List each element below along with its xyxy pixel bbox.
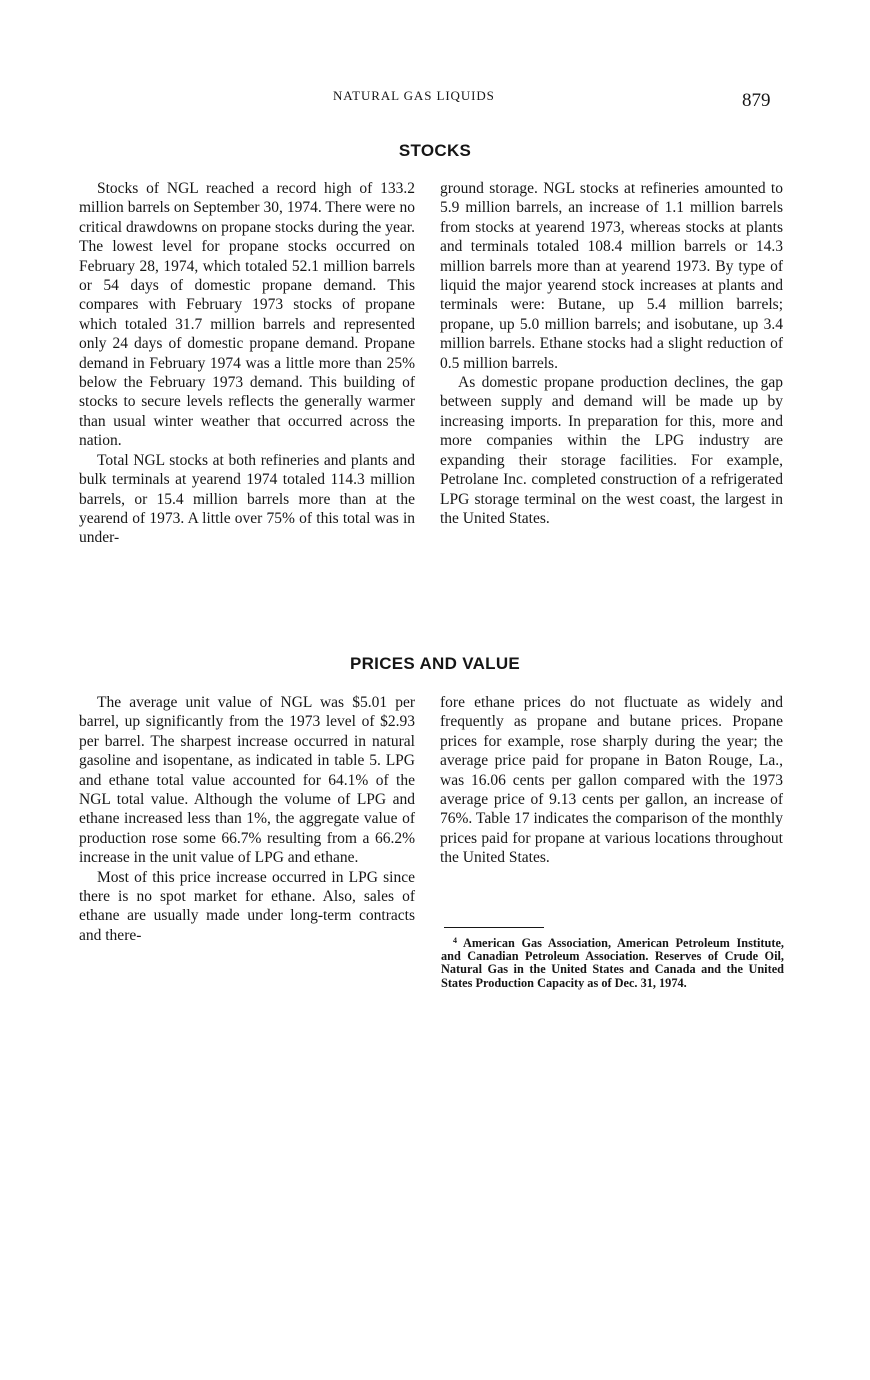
paragraph: As domestic propane production declines, the gap between supply and demand will be made up by increasing imports. In preparation for this, more and more companies within the LPG industry are expanding their storage facilities. For example, Petrolane Inc. completed construction of a refrigerated LPG storage terminal on the west coast, the largest in the United States. <box>440 374 783 527</box>
stocks-right-column <box>440 179 783 528</box>
footnote-text: American Gas Association, American Petroleum Institute, and Canadian Petroleum Association. Reserves of Crude Oil, Natural Gas in the United States and Canada and the United States Production Capacity as of Dec. 31, 1974. <box>441 936 784 990</box>
paragraph: Most of this price increase occurred in LPG since there is no spot market for ethane. Also, sales of ethane are usually made under long-term contracts and there- <box>79 868 415 944</box>
paragraph: Total NGL stocks at both refineries and plants and bulk terminals at yearend 1974 totaled 114.3 million barrels, or 15.4 million barrels more than at the yearend of 1973. A little over 75% of this total was in under- <box>79 451 415 547</box>
running-head: NATURAL GAS LIQUIDS <box>333 88 495 103</box>
paragraph: The average unit value of NGL was $5.01 per barrel, up significantly from the 1973 level of $2.93 per barrel. The sharpest increase occurred in natural gasoline and isopentane, as indicated in table 5. LPG and ethane total value accounted for 64.1% of the NGL total value. Although the volume of LPG and ethane increased less than 1%, the aggregate value of production rose some 66.7% resulting from a 66.2% increase in the unit value of LPG and ethane. <box>79 694 415 867</box>
prices-left-column <box>79 693 415 945</box>
paragraph: Stocks of NGL reached a record high of 133.2 million barrels on September 30, 1974. There were no critical drawdowns on propane stocks during the year. The lowest level for propane stocks occurred on February 28, 1974, which totaled 52.1 million barrels or 54 days of domestic propane demand. This compares with February 1973 stocks of propane which totaled 31.7 million barrels and represented only 24 days of domestic propane demand. Propane demand in February 1974 was a little more than 25% below the February 1973 demand. This building of stocks to secure levels reflects the generally warmer than usual winter weather that occurred across the nation. <box>79 180 415 450</box>
paragraph: fore ethane prices do not fluctuate as widely and frequently as propane and butane prices. Propane prices for example, rose sharply during the year; the average price paid for propane in Baton Rouge, La., was 16.06 cents per gallon compared with the 1973 average price of 9.13 cents per gallon, an increase of 76%. Table 17 indicates the comparison of the monthly prices paid for propane at various locations throughout the United States. <box>440 694 783 867</box>
footnote <box>441 934 784 990</box>
footnote-marker: 4 <box>453 936 457 945</box>
section-title-prices-and-value: PRICES AND VALUE <box>349 654 521 673</box>
prices-right-column <box>440 693 783 868</box>
section-title-stocks: STOCKS <box>398 141 472 160</box>
page-number: 879 <box>742 90 771 111</box>
footnote-rule <box>444 927 544 928</box>
stocks-left-column <box>79 179 415 548</box>
paragraph: ground storage. NGL stocks at refineries amounted to 5.9 million barrels, an increase of 1.1 million barrels from stocks at yearend 1973, whereas stocks at plants and terminals totaled 108.4 million barrels or 14.3 million barrels more than at yearend 1973. By type of liquid the major yearend stock increases at plants and terminals were: Butane, up 5.4 million barrels; propane, up 5.0 million barrels; and isobutane, up 3.4 million barrels. Ethane stocks had a slight reduction of 0.5 million barrels. <box>440 180 783 372</box>
